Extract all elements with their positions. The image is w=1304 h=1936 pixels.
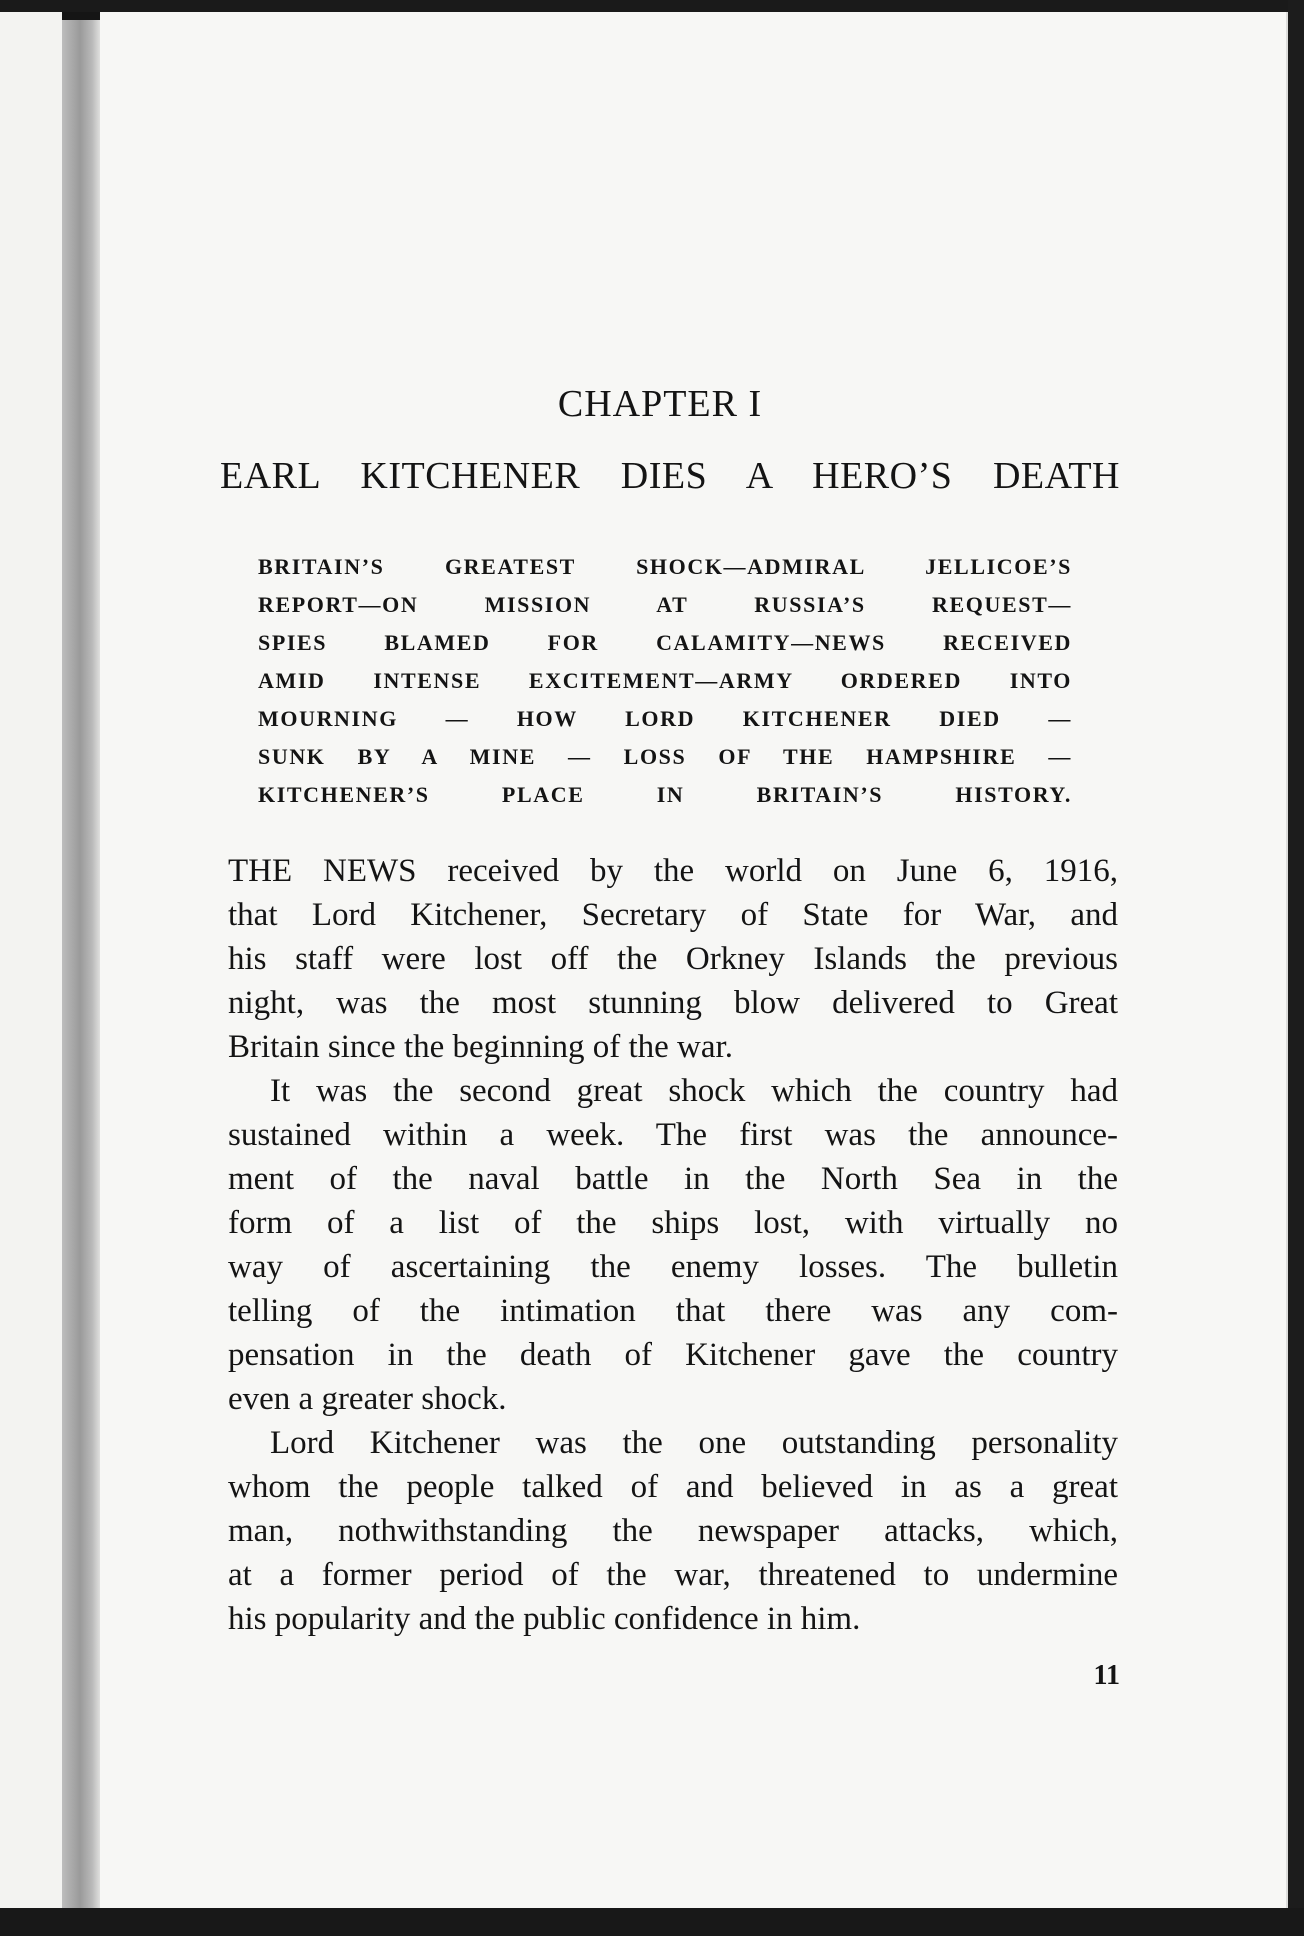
- text-line: form of a list of the ships lost, with virtually no: [228, 1205, 1118, 1241]
- body-text: [228, 849, 1118, 1641]
- page-number: 11: [1093, 1660, 1120, 1691]
- text-line: even a greater shock.: [228, 1381, 507, 1417]
- synopsis-line: MOURNING — HOW LORD KITCHENER DIED —: [258, 706, 1072, 731]
- text-line: pensation in the death of Kitchener gave the country: [228, 1337, 1118, 1373]
- text-line: Britain since the beginning of the war.: [228, 1029, 733, 1065]
- scan-right-edge: [1288, 0, 1304, 1936]
- synopsis-line: REPORT—ON MISSION AT RUSSIA’S REQUEST—: [258, 592, 1072, 617]
- synopsis-line: AMID INTENSE EXCITEMENT—ARMY ORDERED INTO: [258, 668, 1072, 693]
- text-line: man, nothwithstanding the newspaper attacks, which,: [228, 1513, 1118, 1549]
- chapter-title: EARL KITCHENER DIES A HERO’S DEATH: [220, 455, 1120, 497]
- text-line: It was the second great shock which the country had: [270, 1073, 1118, 1109]
- paragraph-2: [228, 1069, 1118, 1421]
- text-line: whom the people talked of and believed in as a great: [228, 1469, 1118, 1505]
- text-line: ment of the naval battle in the North Sea in the: [228, 1161, 1118, 1197]
- synopsis-line: SUNK BY A MINE — LOSS OF THE HAMPSHIRE —: [258, 744, 1072, 769]
- paragraph-1: [228, 849, 1118, 1069]
- text-line: sustained within a week. The first was the announce-: [228, 1117, 1118, 1153]
- chapter-synopsis: [258, 548, 1072, 814]
- text-line: his popularity and the public confidence in him.: [228, 1601, 861, 1637]
- synopsis-line: BRITAIN’S GREATEST SHOCK—ADMIRAL JELLICOE’S: [258, 554, 1072, 579]
- paragraph-3: [228, 1421, 1118, 1641]
- book-gutter-shadow: [62, 20, 102, 1908]
- text-line: Lord Kitchener was the one outstanding personality: [270, 1425, 1118, 1461]
- text-line: his staff were lost off the Orkney Islands the previous: [228, 941, 1118, 977]
- text-line: THE NEWS received by the world on June 6, 1916,: [228, 853, 1118, 889]
- text-line: way of ascertaining the enemy losses. The bulletin: [228, 1249, 1118, 1285]
- scan-top-edge: [0, 0, 1304, 12]
- facing-page-margin: [0, 12, 62, 1918]
- synopsis-line: SPIES BLAMED FOR CALAMITY—NEWS RECEIVED: [258, 630, 1072, 655]
- text-line: at a former period of the war, threatened to undermine: [228, 1557, 1118, 1593]
- chapter-label: CHAPTER I: [557, 383, 763, 425]
- synopsis-line: KITCHENER’S PLACE IN BRITAIN’S HISTORY.: [258, 782, 1072, 807]
- scan-bottom-edge: [0, 1908, 1304, 1936]
- text-line: night, was the most stunning blow delivered to Great: [228, 985, 1118, 1021]
- text-line: that Lord Kitchener, Secretary of State for War, and: [228, 897, 1118, 933]
- text-line: telling of the intimation that there was any com-: [228, 1293, 1118, 1329]
